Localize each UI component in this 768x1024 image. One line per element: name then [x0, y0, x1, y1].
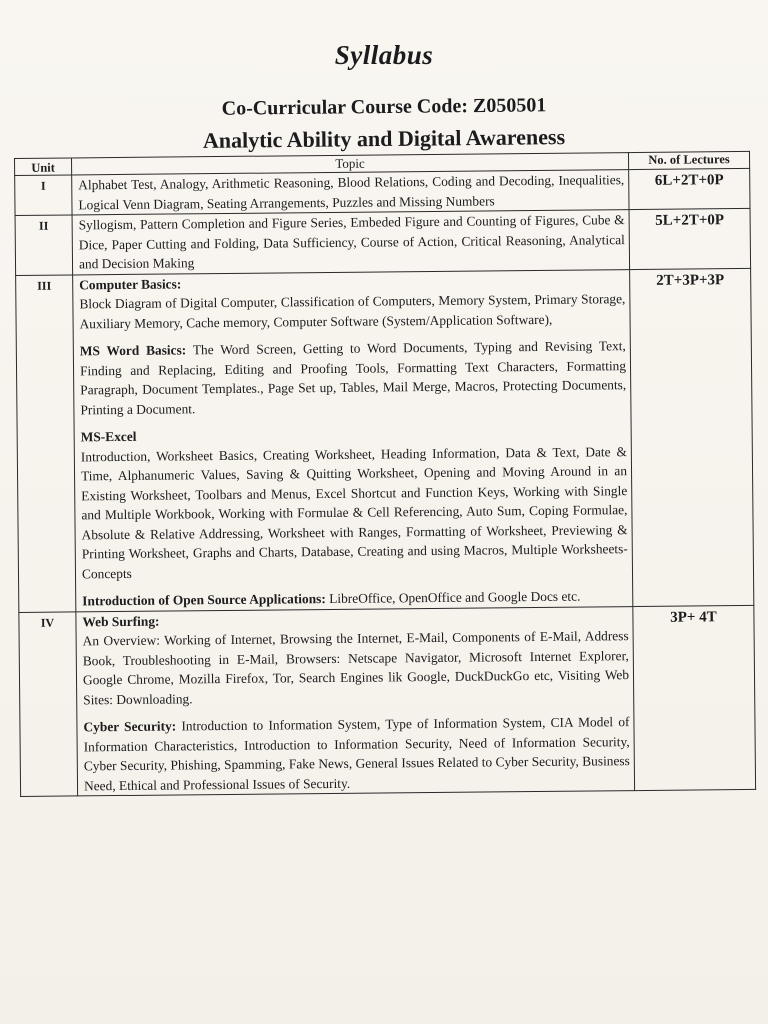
topic-cell: [76, 606, 635, 796]
lectures-cell: 6L+2T+0P: [629, 168, 750, 209]
unit-cell: II: [15, 215, 73, 275]
syllabus-heading: Syllabus: [334, 40, 434, 70]
table-row: [15, 208, 751, 275]
topic-text: Alphabet Test, Analogy, Arithmetic Reasoning, Blood Relations, Coding and Decoding, Inequalities, Logical Venn Diagram, Seating Arrangements, Puzzles and Missing Numbers: [78, 172, 625, 212]
topic-block: [79, 210, 626, 274]
topic-block: [82, 607, 629, 710]
topic-block: [81, 422, 628, 583]
table-row: [15, 168, 750, 215]
topic-text: Block Diagram of Digital Computer, Classification of Computers, Memory System, Primary Storage, Auxiliary Memory, Cache memory, Computer Software (System/Application Software),: [79, 291, 626, 331]
topic-heading: Computer Basics:: [79, 275, 182, 292]
header-lectures: No. of Lectures: [628, 151, 749, 169]
topic-block: [80, 336, 627, 419]
lectures-cell: 3P+ 4T: [633, 605, 756, 791]
table-body: [15, 168, 756, 796]
topic-heading: Cyber Security:: [83, 718, 177, 735]
header-unit: Unit: [15, 158, 72, 176]
course-title: Analytic Ability and Digital Awareness: [202, 124, 566, 153]
topic-heading: MS Word Basics:: [79, 342, 187, 359]
syllabus-table-wrapper: [14, 151, 768, 797]
topic-heading: Web Surfing:: [82, 613, 160, 629]
unit-cell: IV: [19, 611, 78, 796]
topic-cell: [72, 210, 630, 275]
syllabus-table: [14, 151, 756, 797]
topic-text: LibreOffice, OpenOffice and Google Docs etc.: [329, 588, 581, 606]
topic-cell: [73, 269, 633, 611]
topic-block: [79, 270, 626, 334]
unit-cell: I: [15, 175, 72, 216]
unit-cell: III: [16, 274, 76, 612]
topic-text: Introduction, Worksheet Basics, Creating Worksheet, Heading Information, Data & Text, Date & Time, Alphanumeric Values, Saving & Quitting Worksheet, Opening and Moving Around in an Existing Worksheet, Toolbars and Menus, Excel Shortcut and Function Keys, Working with Single and Multiple Workbook, Working with Formulae & Cell Referencing, Auto Sum, Coping Formulae, Absolute & Relative Addressing, Worksheet with Ranges, Formatting of Worksheet, Previewing & Printing Worksheet, Graphs and Charts, Database, Creating and using Macros, Multiple Worksheets- Concepts: [80, 443, 628, 581]
topic-cell: [72, 170, 629, 215]
topic-text: An Overview: Working of Internet, Browsing the Internet, E-Mail, Components of E-Mail, Address Book, Troubleshooting in E-Mail, Browsers: Netscape Navigator, Microsoft Internet Explorer, Google Chrome, Mozilla Firefox, Tor, Search Engines lik Google, DuckDuckGo etc, Visiting Web Sites: Downloading.: [82, 628, 630, 707]
topic-text: The Word Screen, Getting to Word Documents, Typing and Revising Text, Finding and Replacing, Editing and Proofing Tools, Formatting Text Characters, Formatting Paragraph, Document Templates., Page Set up, Tables, Mail Merge, Macros, Protecting Documents, Printing a Document.: [79, 338, 627, 417]
topic-text: Syllogism, Pattern Completion and Figure Series, Embeded Figure and Counting of Figures, Cube & Dice, Paper Cutting and Folding, Data Sufficiency, Course of Action, Critical Reasoning, Analytical and Decision Making: [78, 212, 625, 272]
topic-heading: MS-Excel: [80, 428, 137, 445]
topic-text: Introduction to Information System, Type of Information System, CIA Model of Information Characteristics, Introduction to Information Security, Need of Information Security, Cyber Security, Phishing, Spamming, Fake News, General Issues Related to Cyber Security, Business Need, Ethical and Professional Issues of Security.: [83, 714, 630, 793]
course-code: Co-Curricular Course Code: Z050501: [221, 94, 547, 120]
topic-block: [78, 170, 624, 214]
header-topic: Topic: [72, 153, 629, 175]
table-row: [16, 268, 754, 612]
lectures-cell: 2T+3P+3P: [630, 268, 754, 606]
topic-heading: Introduction of Open Source Applications:: [82, 591, 326, 609]
topic-block: [83, 712, 630, 795]
lectures-cell: 5L+2T+0P: [629, 208, 751, 269]
table-row: [19, 605, 756, 797]
